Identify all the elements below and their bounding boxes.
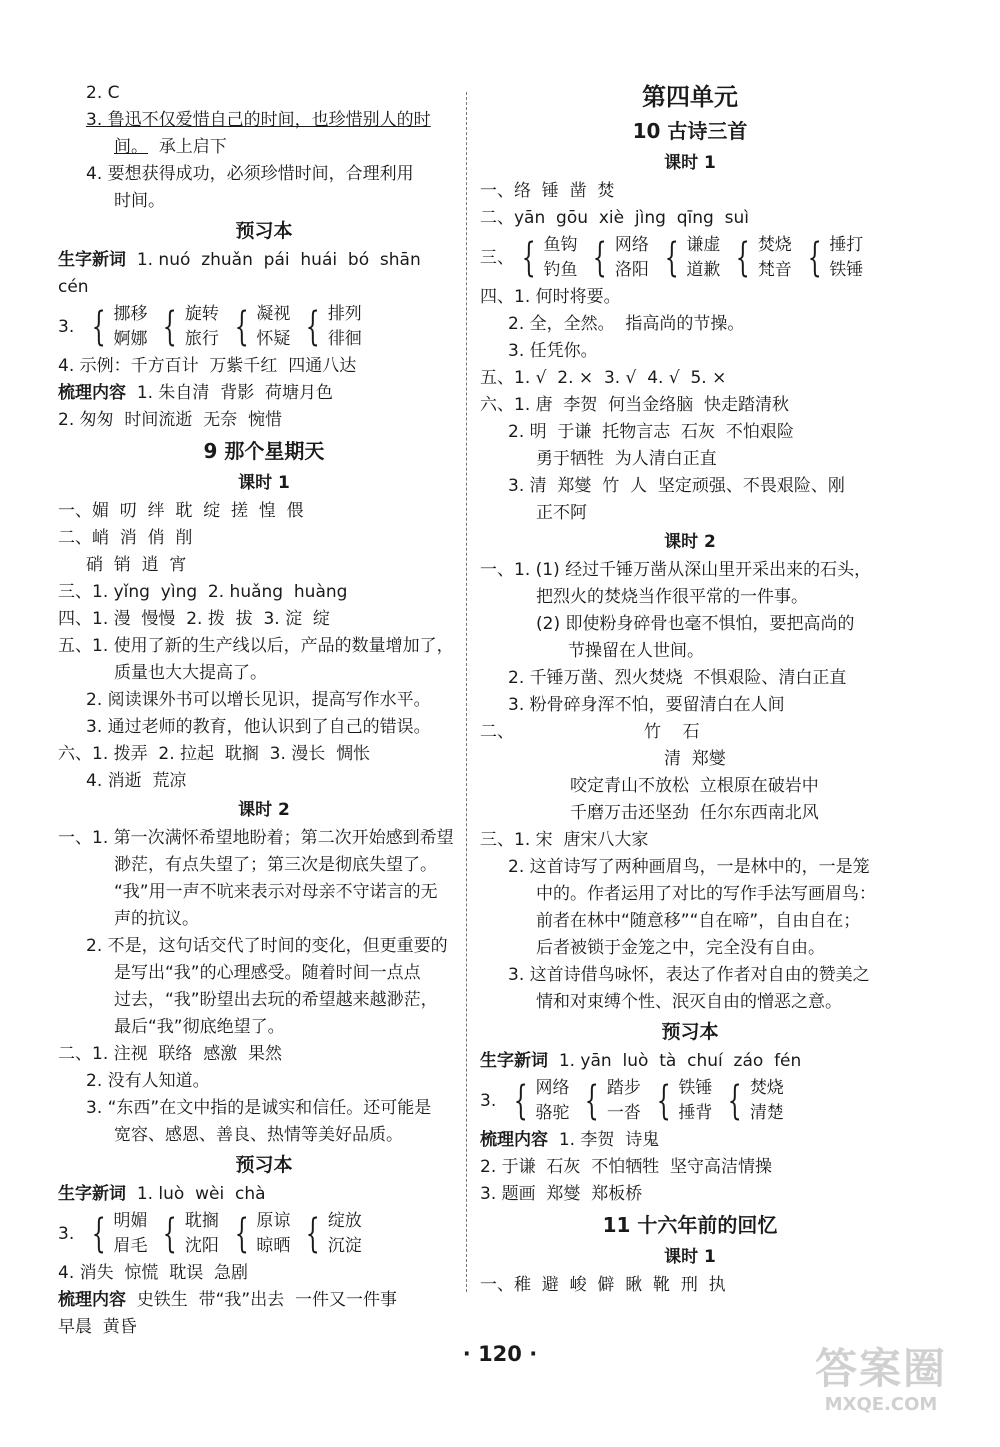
answer-line: 二、yān gōu xiè jìng qīng suì (480, 208, 749, 228)
lesson-title: 10 古诗三首 (632, 119, 748, 143)
section-title: 预习本 (235, 220, 293, 242)
answer-line: 声的抗议。 (114, 909, 199, 929)
answer-line: 五、1. √ 2. × 3. √ 4. √ 5. × (480, 368, 727, 388)
answer-line: 2. 千锤万凿、烈火焚烧 不惧艰险、清白正直 (508, 668, 847, 688)
answer-line: 一、络 锤 凿 焚 (480, 181, 615, 201)
answer-line: 勇于牺牲 为人清白正直 (536, 449, 717, 469)
item-number: 三、 (480, 247, 514, 268)
answer-line: 时间。 (114, 191, 165, 211)
brace-pair: { 网络 洛阳 (593, 235, 649, 281)
word-group (480, 1076, 900, 1126)
left-column (58, 80, 470, 1341)
answer-text: 1. 朱自清 背影 荷塘月色 (136, 383, 334, 403)
answer-line: 4. 消逝 荒凉 (86, 771, 187, 791)
answer-line: 2. 不是，这句话交代了时间的变化，但更重要的 (86, 936, 448, 956)
answer-line (58, 1287, 470, 1314)
brace-pair: { 焚烧 梵音 (736, 235, 792, 281)
answer-line: cén (58, 277, 89, 297)
answer-line (58, 380, 470, 407)
answer-text: 1. nuó zhuǎn pái huái bó shān (136, 250, 421, 270)
brace-pair: { 绽放 沉淀 (306, 1211, 362, 1257)
answer-line: 正不阿 (536, 503, 587, 523)
label: 生字新词 (480, 1051, 548, 1071)
brace-pair: { 捶打 铁锤 (807, 235, 864, 281)
answer-line (480, 1127, 900, 1154)
section-title: 课时 1 (238, 473, 290, 493)
word-group (58, 1209, 470, 1259)
answer-line (58, 134, 470, 161)
answer-line: 3. “东西”在文中指的是诚实和信任。还可能是 (86, 1098, 432, 1118)
answer-line (480, 1048, 900, 1075)
section-title: 课时 1 (664, 153, 716, 173)
answer-line: 2. 于谦 石灰 不怕牺牲 坚守高洁情操 (480, 1157, 773, 1177)
label: 梳理内容 (480, 1130, 548, 1150)
answer-line: “我”用一声不吭来表示对母亲不守诺言的无 (114, 882, 438, 902)
brace-pair: { 焚烧 清楚 (728, 1078, 784, 1124)
brace-pair: { 耽搁 沈阳 (163, 1211, 219, 1257)
lesson-title: 9 那个星期天 (203, 439, 325, 463)
answer-line: 过去，“我”盼望出去玩的希望越来越渺茫， (114, 990, 438, 1010)
answer-line (58, 247, 470, 274)
answer-line: 三、1. yǐng yìng 2. huǎng huàng (58, 582, 348, 602)
page-number: · 120 · (462, 1342, 538, 1366)
label: 梳理内容 (58, 383, 126, 403)
section-title: 课时 2 (238, 800, 290, 820)
brace-pair: { 谦虚 道歉 (664, 235, 721, 281)
answer-line: 最后“我”彻底绝望了。 (114, 1017, 285, 1037)
answer-line: (2) 即使粉身碎骨也毫不惧怕，要把高尚的 (536, 614, 855, 634)
answer-line: 把烈火的焚烧当作很平常的一件事。 (536, 587, 808, 607)
answer-line: 3. 粉骨碎身浑不怕，要留清白在人间 (508, 695, 785, 715)
item-number: 3. (480, 1090, 497, 1111)
section-title: 课时 1 (664, 1247, 716, 1267)
answer-line: 六、1. 唐 李贺 何当金络脑 快走踏清秋 (480, 395, 790, 415)
answer-line: 2. 明 于谦 托物言志 石灰 不怕艰险 (508, 422, 794, 442)
answer-line: 2. C (86, 83, 120, 103)
answer-line: 2. 全，全然。 指高尚的节操。 (508, 314, 745, 334)
answer-line: 3. 鲁迅不仅爱惜自己的时间，也珍惜别人的时 (86, 110, 431, 130)
answer-line: 3. 通过老师的教育，他认识到了自己的错误。 (86, 717, 431, 737)
answer-line: 情和对束缚个性、泯灭自由的憎恶之意。 (536, 992, 842, 1012)
answer-line: 六、1. 拨弄 2. 拉起 耽搁 3. 漫长 惆怅 (58, 744, 371, 764)
answer-line: 渺茫，有点失望了；第三次是彻底失望了。 (114, 855, 437, 875)
label: 生字新词 (58, 250, 126, 270)
answer-line: 是写出“我”的心理感受。随着时间一点点 (114, 963, 421, 983)
answer-line: 2. 这首诗写了两种画眉鸟，一是林中的，一是笼 (508, 857, 870, 877)
answer-line: 宽容、感恩、善良、热情等美好品质。 (114, 1125, 403, 1145)
answer-line: 2. 匆匆 时间流逝 无奈 惋惜 (58, 410, 283, 430)
answer-line: 一、1. (1) 经过千锤万凿从深山里开采出来的石头， (480, 560, 872, 580)
answer-line: 4. 示例：千方百计 万紫千红 四通八达 (58, 356, 357, 376)
right-column (480, 80, 900, 1299)
answer-line: 一、1. 第一次满怀希望地盼着；第二次开始感到希望 (58, 828, 454, 848)
poem-author: 清 郑燮 (664, 749, 726, 769)
answer-line: 三、1. 宋 唐宋八大家 (480, 830, 649, 850)
watermark-logo (796, 1345, 966, 1423)
section-title: 课时 2 (664, 532, 716, 552)
answer-text: 1. 李贺 诗鬼 (558, 1130, 660, 1150)
section-title: 预习本 (661, 1021, 719, 1043)
brace-pair: { 明媚 眉毛 (91, 1211, 148, 1257)
answer-line: 一、稚 避 峻 僻 瞅 靴 刑 执 (480, 1275, 726, 1295)
poem-line: 咬定青山不放松 立根原在破岩中 (570, 776, 819, 796)
word-group (480, 233, 900, 283)
answer-line: 3. 这首诗借鸟咏怀，表达了作者对自由的赞美之 (508, 965, 870, 985)
unit-title: 第四单元 (642, 83, 738, 111)
answer-line: 中的。作者运用了对比的写作手法写画眉鸟： (536, 884, 876, 904)
brace-pair: { 踏步 一沓 (585, 1078, 641, 1124)
answer-line: 节操留在人世间。 (568, 641, 704, 661)
section-title: 预习本 (235, 1154, 293, 1176)
answer-line: 四、1. 何时将要。 (480, 287, 621, 307)
answer-line: 3. 清 郑燮 竹 人 坚定顽强、不畏艰险、刚 (508, 476, 845, 496)
lesson-title: 11 十六年前的回忆 (602, 1213, 778, 1237)
brace-pair: { 原谅 晾晒 (234, 1211, 291, 1257)
label: 梳理内容 (58, 1290, 126, 1310)
brace-pair: { 排列 徘徊 (306, 304, 362, 350)
answer-line: 4. 要想获得成功，必须珍惜时间，合理利用 (86, 164, 414, 184)
answer-line: 4. 消失 惊慌 耽误 急剧 (58, 1263, 249, 1283)
answer-line: 3. 题画 郑燮 郑板桥 (480, 1184, 643, 1204)
answer-line: 一、媚 叨 绊 耽 绽 搓 惶 偎 (58, 501, 304, 521)
answer-text: 间。 (114, 137, 148, 157)
answer-line: 早晨 黄昏 (58, 1317, 137, 1337)
answer-line: 2. 阅读课外书可以增长见识，提高写作水平。 (86, 690, 431, 710)
watermark-url: MXQE.COM (824, 1394, 938, 1415)
answer-line: 前者在林中“随意移”“自在啼”，自由自在； (536, 911, 861, 931)
item-number: 二、 (480, 722, 514, 742)
answer-line: 二、峭 消 俏 削 (58, 528, 193, 548)
label: 生字新词 (58, 1184, 126, 1204)
answer-line: 2. 没有人知道。 (86, 1071, 210, 1091)
answer-line: 硝 销 逍 宵 (86, 555, 187, 575)
watermark-text: 答案圈 (814, 1344, 947, 1393)
brace-pair: { 鱼钩 钓鱼 (521, 235, 578, 281)
answer-line: 五、1. 使用了新的生产线以后，产品的数量增加了， (58, 636, 454, 656)
answer-line: 四、1. 漫 慢慢 2. 拨 拔 3. 淀 绽 (58, 609, 330, 629)
answer-line: 后者被锁于金笼之中，完全没有自由。 (536, 938, 825, 958)
word-group (58, 302, 470, 352)
brace-pair: { 凝视 怀疑 (234, 304, 291, 350)
brace-pair: { 旋转 旅行 (163, 304, 219, 350)
item-number: 3. (58, 1223, 75, 1244)
answer-text: 1. luò wèi chà (136, 1184, 266, 1204)
poem-title: 竹 石 (644, 722, 700, 742)
answer-text: 1. yān luò tà chuí záo fén (558, 1051, 802, 1071)
answer-text: 史铁生 带“我”出去 一件又一件事 (136, 1290, 398, 1310)
brace-pair: { 挪移 婀娜 (91, 304, 148, 350)
poem-line: 千磨万击还坚劲 任尔东西南北风 (570, 803, 819, 823)
answer-line: 3. 任凭你。 (508, 341, 598, 361)
answer-line: 二、1. 注视 联络 感激 果然 (58, 1044, 283, 1064)
answer-line (58, 1181, 470, 1208)
answer-text: 承上启下 (158, 137, 227, 157)
answer-line (480, 719, 900, 746)
brace-pair: { 网络 骆驼 (513, 1078, 570, 1124)
item-number: 3. (58, 316, 75, 337)
brace-pair: { 铁锤 捶背 (656, 1078, 713, 1124)
answer-line: 质量也大大提高了。 (114, 663, 267, 683)
